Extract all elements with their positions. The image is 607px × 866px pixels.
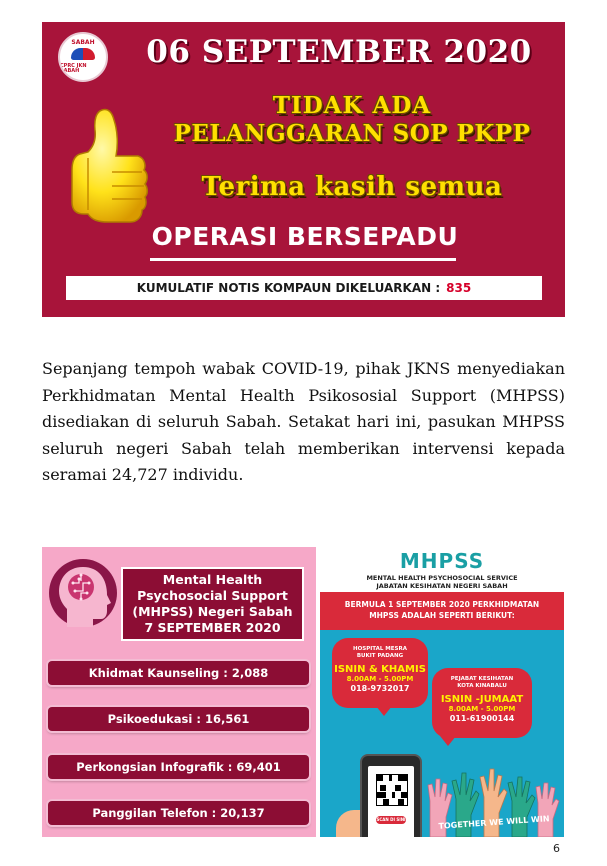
poster-headline-1: BERMULA 1 SEPTEMBER 2020 PERKHIDMATAN — [344, 600, 540, 609]
thumbs-up-icon — [68, 102, 148, 227]
stat-kaunseling: Khidmat Kaunseling : 2,088 — [48, 661, 309, 685]
days-a: ISNIN & KHAMIS — [334, 664, 426, 675]
qr-code-icon — [376, 774, 408, 806]
banner-date: 06 SEPTEMBER 2020 — [146, 34, 532, 70]
banner-line-3: Terima kasih semua — [201, 172, 503, 202]
bubble-tail-b — [440, 736, 456, 746]
service-bubble-pejabat — [432, 668, 532, 738]
banner-line-1: TIDAK ADA — [272, 92, 432, 119]
bubble-tail-a — [376, 706, 392, 716]
mhpss-stats-card — [42, 547, 316, 837]
poster-subtitle-2: JABATAN KESIHATAN NEGERI SABAH — [376, 582, 508, 590]
title-line-2: Psychosocial Support — [137, 588, 288, 603]
stat-infografik: Perkongsian Infografik : 69,401 — [48, 755, 309, 779]
hours-b: 8.00AM - 5.00PM — [448, 705, 516, 713]
title-line-3: (MHPSS) Negeri Sabah — [132, 604, 293, 619]
location-b-line-1: PEJABAT KESIHATAN — [450, 676, 514, 682]
operasi-heading: OPERASI BERSEPADU — [151, 222, 459, 251]
kumulatif-box — [66, 276, 542, 300]
logo-emblem-icon — [71, 48, 95, 60]
press-banner — [42, 22, 565, 317]
location-a-line-1: HOSPITAL MESRA — [352, 646, 407, 652]
phone-b: 011-61900144 — [449, 714, 515, 723]
title-line-4: 7 SEPTEMBER 2020 — [144, 620, 281, 635]
poster-slogan: TOGETHER WE WILL WIN — [438, 814, 550, 831]
phone-a: 018-9732017 — [350, 684, 410, 693]
stat-telefon: Panggilan Telefon : 20,137 — [48, 801, 309, 825]
phone-screen — [368, 766, 414, 837]
banner-line-2: PELANGGARAN SOP PKPP — [173, 120, 531, 147]
page-number: 6 — [553, 842, 560, 855]
stat-psikoedukasi: Psikoedukasi : 16,561 — [48, 707, 309, 731]
cprc-logo — [58, 32, 108, 82]
days-b: ISNIN -JUMAAT — [440, 694, 524, 705]
scan-label: SCAN DI SINI — [376, 817, 406, 822]
location-b-line-2: KOTA KINABALU — [457, 683, 507, 689]
poster-title: MHPSS — [399, 549, 485, 573]
logo-bottom-text: CPRC JKN SABAH — [60, 63, 87, 74]
brain-head-icon — [53, 561, 115, 631]
logo-top-text: SABAH — [71, 39, 95, 46]
mhpss-title-box — [121, 567, 304, 641]
smartphone-icon — [360, 754, 422, 837]
location-a-line-2: BUKIT PADANG — [356, 653, 404, 659]
operasi-underline — [150, 258, 456, 261]
kumulatif-value: 835 — [446, 281, 472, 295]
poster-headline-2: MHPSS ADALAH SEPERTI BERIKUT: — [369, 611, 515, 620]
hours-a: 8.00AM - 5.00PM — [346, 675, 414, 683]
poster-body — [320, 592, 564, 837]
title-line-1: Mental Health — [162, 572, 263, 587]
service-bubble-hospital — [332, 638, 428, 708]
body-paragraph: Sepanjang tempoh wabak COVID-19, pihak JKNS menyediakan Perkhidmatan Mental Health Psikososial Support (MHPSS) disediakan di seluruh Sabah. Setakat hari ini, pasukan MHPSS seluruh negeri Sabah telah memberikan intervensi kepada seramai 24,727 individu. — [42, 359, 565, 484]
kumulatif-label: KUMULATIF NOTIS KOMPAUN DIKELUARKAN : — [136, 281, 441, 295]
poster-subtitle-1: MENTAL HEALTH PSYCHOSOCIAL SERVICE — [366, 574, 518, 582]
mhpss-poster — [320, 541, 564, 837]
